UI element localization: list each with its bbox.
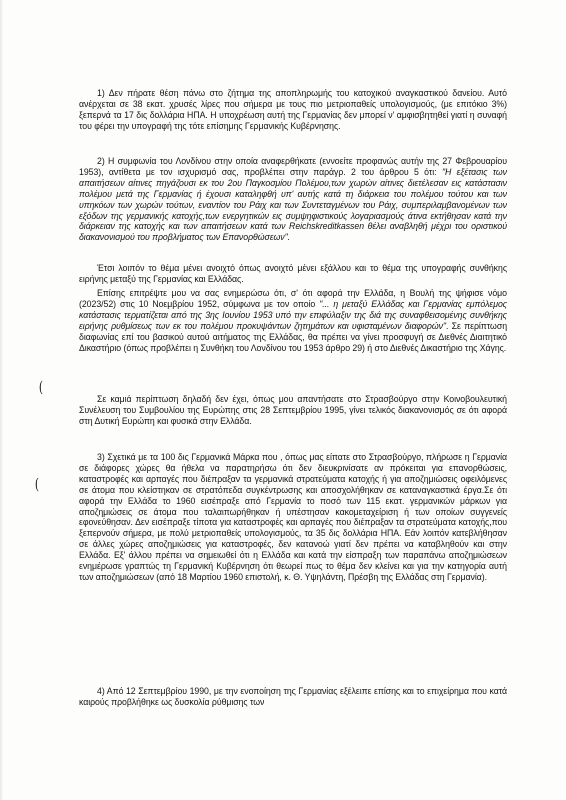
scan-edge (0, 0, 3, 800)
paragraph-2-quote: "Η εξέτασις των απαιτήσεων αίτινες πηγάζουσι εκ του 2ου Παγκοσμίου Πολέμου,των χωρών αίτινες διετέλεσαν εις κατάστασιν πολέμου μετά της Γερμανίας ή έχουσι καταληφθή υπ' αυτής κατά τη διάρκεια του πολέμου τούτου και των υπηκόων των χωρών τούτων, εναντίον του Ράιχ και των Συντεταγμένων του Ράιχ, συμπεριλαμβανομένων των εξόδων της γερμανικής κατοχής,των ενεργητικών εις συμψηφιστικούς λογαριασμούς άτινα εκτήθησαν κατά την διάρκειαν της κατοχής και των απαιτήσεων κατά των Reichskreditkassen θέλει αναβληθή μέχρι του οριστικού διακανονισμού του προβλήματος των Επανορθώσεων". (79, 166, 507, 243)
paragraph-4: 4) Από 12 Σεπτεμβρίου 1990, με την ενοποίηση της Γερμανίας εξέλειπε επίσης και το επιχείρημα που κατά καιρούς προβλήθηκε ως δυσκολία ρύθμισης των (79, 686, 507, 707)
margin-mark-upper: ( (38, 378, 43, 396)
paragraph-2-intro: 2) Η συμφωνία του Λονδίνου στην οποία αναφερθήκατε (εννοείτε προφανώς αυτήν της 27 Φεβρουαρίου 1953), αντίθετα με τον ισχυρισμό σας, προβλέπει στην παράγρ. 2 του άρθρου 5 ότι: (79, 156, 507, 177)
paragraph-2c-rest: . Σε περίπτωση διαφωνίας επί του βασικού αυτού αιτήματος της Ελλάδας, θα πρέπει να γίνει προσφυγή σε Διεθνές Διαιτητικό Δικαστήριο (όπως προβλέπει η Συνθήκη του Λονδίνου του 1953 άρθρο 29) ή στο Διεθνές Δικαστήριο της Χάγης. (79, 320, 508, 353)
paragraph-2c-quote: "... η μεταξύ Ελλάδας και Γερμανίας εμπόλεμος κατάστασις τερματίζεται από της 3ης Ιουνίου 1953 υπό την επιφύλαξιν της διά της συναφθεισομένης συνθήκης ειρήνης ρυθμίσεως των εκ του πολέμου προκυψάντων ζητημάτων και υφισταμένων διαφορών" (79, 298, 507, 331)
paragraph-2c (79, 288, 507, 353)
paragraph-1: 1) Δεν πήρατε θέση πάνω στο ζήτημα της αποπληρωμής του κατοχικού αναγκαστικού δανείου. Αυτό ανέρχεται σε 38 εκατ. χρυσές λίρες που σήμερα με τους πιο μετριοπαθείς υπολογισμούς, (με επιτόκιο 3%) ξεπερνά τα 17 δις δολλάρια ΗΠΑ. Η υποχρέωση αυτή της Γερμανίας δεν μπορεί ν' αμφισβητηθεί γιατί η συναφή του φέρει την υπογραφή της τότε επίσημης Γερμανικής Κυβέρνησης. (79, 88, 507, 131)
margin-mark-lower: ( (34, 475, 39, 493)
paragraph-2d: Σε καμιά περίπτωση δηλαδή δεν έχει, όπως μου απαντήσατε στο Στρασβούργο στην Κοινοβουλευτική Συνέλευση του Συμβουλίου της Ευρώπης στις 28 Σεπτεμβρίου 1995, γίνει τελικός διακανονισμός σε ότι αφορά στη Δυτική Ευρώπη και φυσικά στην Ελλάδα. (79, 394, 507, 426)
paragraph-2b: Έτσι λοιπόν το θέμα μένει ανοιχτό όπως ανοιχτό μένει εξάλλου και το θέμα της υπογραφής συνθήκης ειρήνης μεταξύ της Γερμανίας και Ελλάδας. (79, 263, 507, 284)
paragraph-3: 3) Σχετικά με τα 100 δις Γερμανικά Μάρκα που , όπως μας είπατε στο Στρασβούργο, πλήρωσε η Γερμανία σε διάφορες χώρες θα ήθελα να παρατηρήσω ότι δεν διευκρινίσατε αν πρόκειται για επανορθώσεις, καταστροφές και αρπαγές που διέπραξαν τα γερμανικά στρατεύματα κατοχής ή για αποζημιώσεις οφειλόμενες σε άτομα που κλείστηκαν σε στρατόπεδα συγκέντρωσης και αποσχολήθηκαν σε καταναγκαστικά έργα.Σε ότι αφορά την Ελλάδα το 1960 εισέπραξε από Γερμανία το ποσό των 115 εκατ. γερμανικών μάρκων για αποζημιώσεις σε άτομα που ταλαιπωρήθηκαν ή υπέστησαν κακομεταχείριση ή των οποίων συγγενείς εφονεύθησαν. Δεν εισέπραξε τίποτα για καταστροφές και αρπαγές που διέπραξαν τα στρατεύματα κατοχής,που ξεπερνούν σήμερα, με πολύ μετριοπαθείς υπολογισμούς, τα 35 δις δολλάρια ΗΠΑ. Εάν λοιπόν κατεβλήθησαν σε άλλες χώρες αποζημιώσεις για καταστροφές, δεν κατανοώ γιατί δεν πρέπει να καταβληθούν και στην Ελλάδα. Εξ' άλλου πρέπει να σημειωθεί ότι η Ελλάδα και κατά την είσπραξη των παραπάνω αποζημιώσεων ενημέρωσε γραπτώς τη Γερμανική Κυβέρνηση ότι θεωρεί πως το θέμα δεν κλείνει και για την κατηγορία αυτή των αποζημιώσεων (από 18 Μαρτίου 1960 επιστολή, κ. Θ. Υψηλάντη, Πρέσβη της Ελλάδας στη Γερμανία). (79, 452, 507, 582)
paragraph-2 (79, 156, 507, 243)
paragraph-2c-intro: Επίσης επιτρέψτε μου να σας ενημερώσω ότι, σ' ότι αφορά την Ελλάδα, η Βουλή της ψήφισε νόμο (2023/52) στις 10 Νοεμβρίου 1952, σύμφωνα με τον οποίο (79, 288, 507, 309)
